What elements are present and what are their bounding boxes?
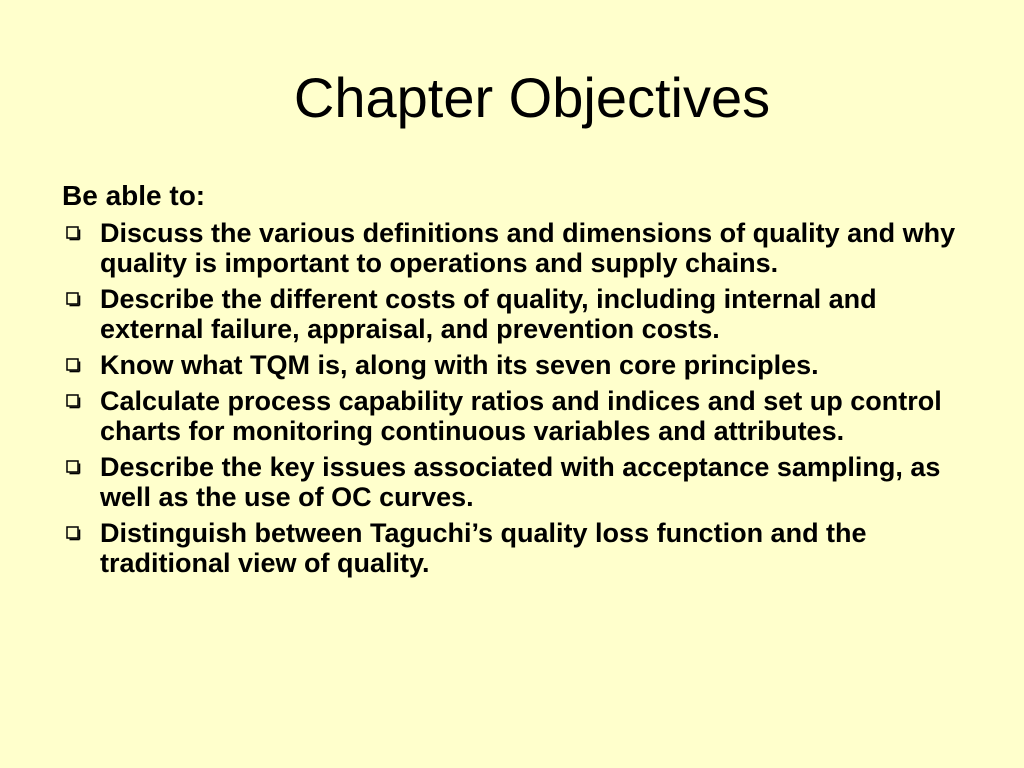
list-item	[62, 218, 972, 278]
list-item	[62, 284, 972, 344]
objective-text: Know what TQM is, along with its seven core principles.	[100, 350, 819, 380]
hollow-square-checkbox-icon	[66, 292, 81, 307]
hollow-square-checkbox-icon	[66, 526, 81, 541]
hollow-square-checkbox-icon	[66, 460, 81, 475]
hollow-square-checkbox-icon	[66, 226, 81, 241]
objective-text: Discuss the various definitions and dimensions of quality and why quality is important to operations and supply chains.	[100, 218, 956, 278]
slide-content	[62, 178, 972, 584]
intro-text: Be able to:	[62, 180, 206, 211]
objective-text: Describe the key issues associated with acceptance sampling, as well as the use of OC curves.	[100, 452, 941, 512]
objective-text: Calculate process capability ratios and indices and set up control charts for monitoring continuous variables and attributes.	[100, 386, 942, 446]
hollow-square-checkbox-icon	[66, 394, 81, 409]
list-item	[62, 452, 972, 512]
slide-title: Chapter Objectives	[293, 66, 771, 129]
objective-text: Distinguish between Taguchi’s quality loss function and the traditional view of quality.	[100, 518, 867, 578]
list-item	[62, 350, 972, 380]
hollow-square-checkbox-icon	[66, 358, 81, 373]
objective-text: Describe the different costs of quality, including internal and external failure, appraisal, and prevention costs.	[100, 284, 877, 344]
list-item	[62, 386, 972, 446]
objectives-list	[62, 218, 972, 578]
list-item	[62, 518, 972, 578]
